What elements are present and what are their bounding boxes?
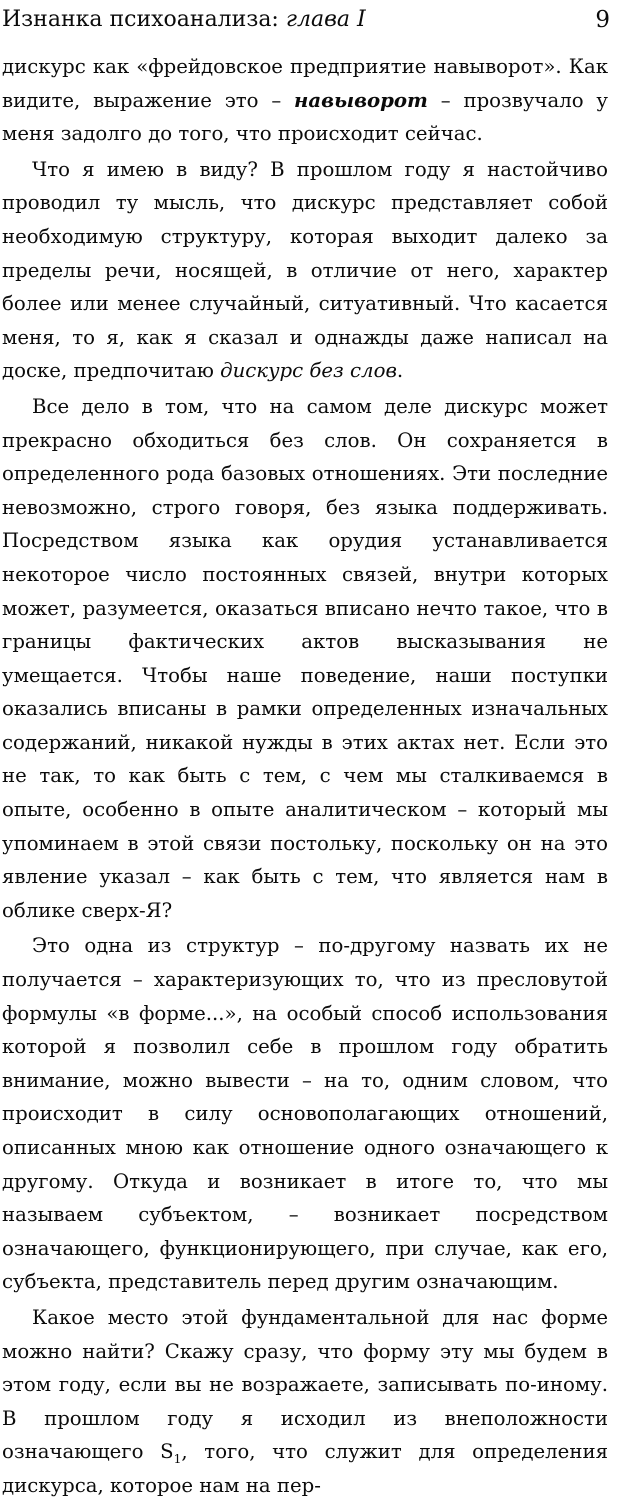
paragraph [2, 1301, 608, 1503]
text-run: , того, что служит для определения дискурса, которое нам на пер- [2, 1440, 609, 1497]
emphasis: навыворот [294, 88, 428, 112]
running-header [2, 2, 610, 38]
body-text [2, 50, 608, 1503]
text-run: – прозвучало у меня задолго до того, что происходит сейчас. [2, 88, 608, 146]
running-title: Изнанка психоанализа: [2, 7, 279, 32]
running-title-line [2, 2, 366, 38]
paragraph [2, 153, 608, 388]
paragraph [2, 50, 608, 151]
text-run: Что я имею в виду? В прошлом году я настойчиво проводил ту мысль, что дискурс представляет собой необходимую структуру, которая выходит далеко за пределы речи, носящей, в отличие от него, характер более или менее случайный, ситуативный. Что касается меня, то я, как я сказал и однажды даже написал на доске, предпочитаю [2, 157, 608, 383]
text-run: Это одна из структур – по-другому назвать их не получается – характеризующих то, что из пресловутой формулы «в форме...», на особый способ использования которой я позволил себе в прошлом году обратить внимание, можно вывести – на то, одним словом, что происходит в силу основополагающих отношений, описанных мною как отношение одного означающего к другому. Откуда и возникает в итоге то, что мы называем субъектом, – возникает посредством означающего, функционирующего, при случае, как его, субъекта, представитель перед другим означающим. [2, 934, 608, 1294]
text-run: дискурс как «фрейдовское предприятие навыворот». Как видите, выражение это – [2, 55, 608, 112]
chapter-label: глава I [285, 7, 366, 32]
text-run: . [396, 359, 404, 383]
paragraph [2, 390, 608, 928]
paragraph [2, 929, 608, 1299]
subscript: 1 [173, 1452, 182, 1467]
text-run: Все дело в том, что на самом деле дискурс может прекрасно обходиться без слов. Он сохраняется в определенного рода базовых отношениях. Эти последние невозможно, строго говоря, без языка поддерживать. Посредством языка как орудия устанавливается некоторое число постоянных связей, внутри которых может, разумеется, оказаться вписано нечто такое, что в границы фактических актов высказывания не умещается. Чтобы наше поведение, наши поступки оказались вписаны в рамки определенных изначальных содержаний, никакой нужды в этих актах нет. Если это не так, то как быть с тем, с чем мы сталкиваемся в опыте, особенно в опыте аналитическом – который мы упоминаем в этой связи постольку, поскольку он на это явление указал – как быть с тем, что является нам в облике сверх-Я? [2, 394, 608, 922]
page-number: 9 [595, 7, 610, 33]
text-run: Какое место этой фундаментальной для нас форме можно найти? Скажу сразу, что форму эту мы будем в этом году, если вы не возражаете, записывать по-иному. В прошлом году я исходил из внеположности означающего S [2, 1305, 608, 1464]
emphasis: дискурс без слов [220, 359, 397, 383]
